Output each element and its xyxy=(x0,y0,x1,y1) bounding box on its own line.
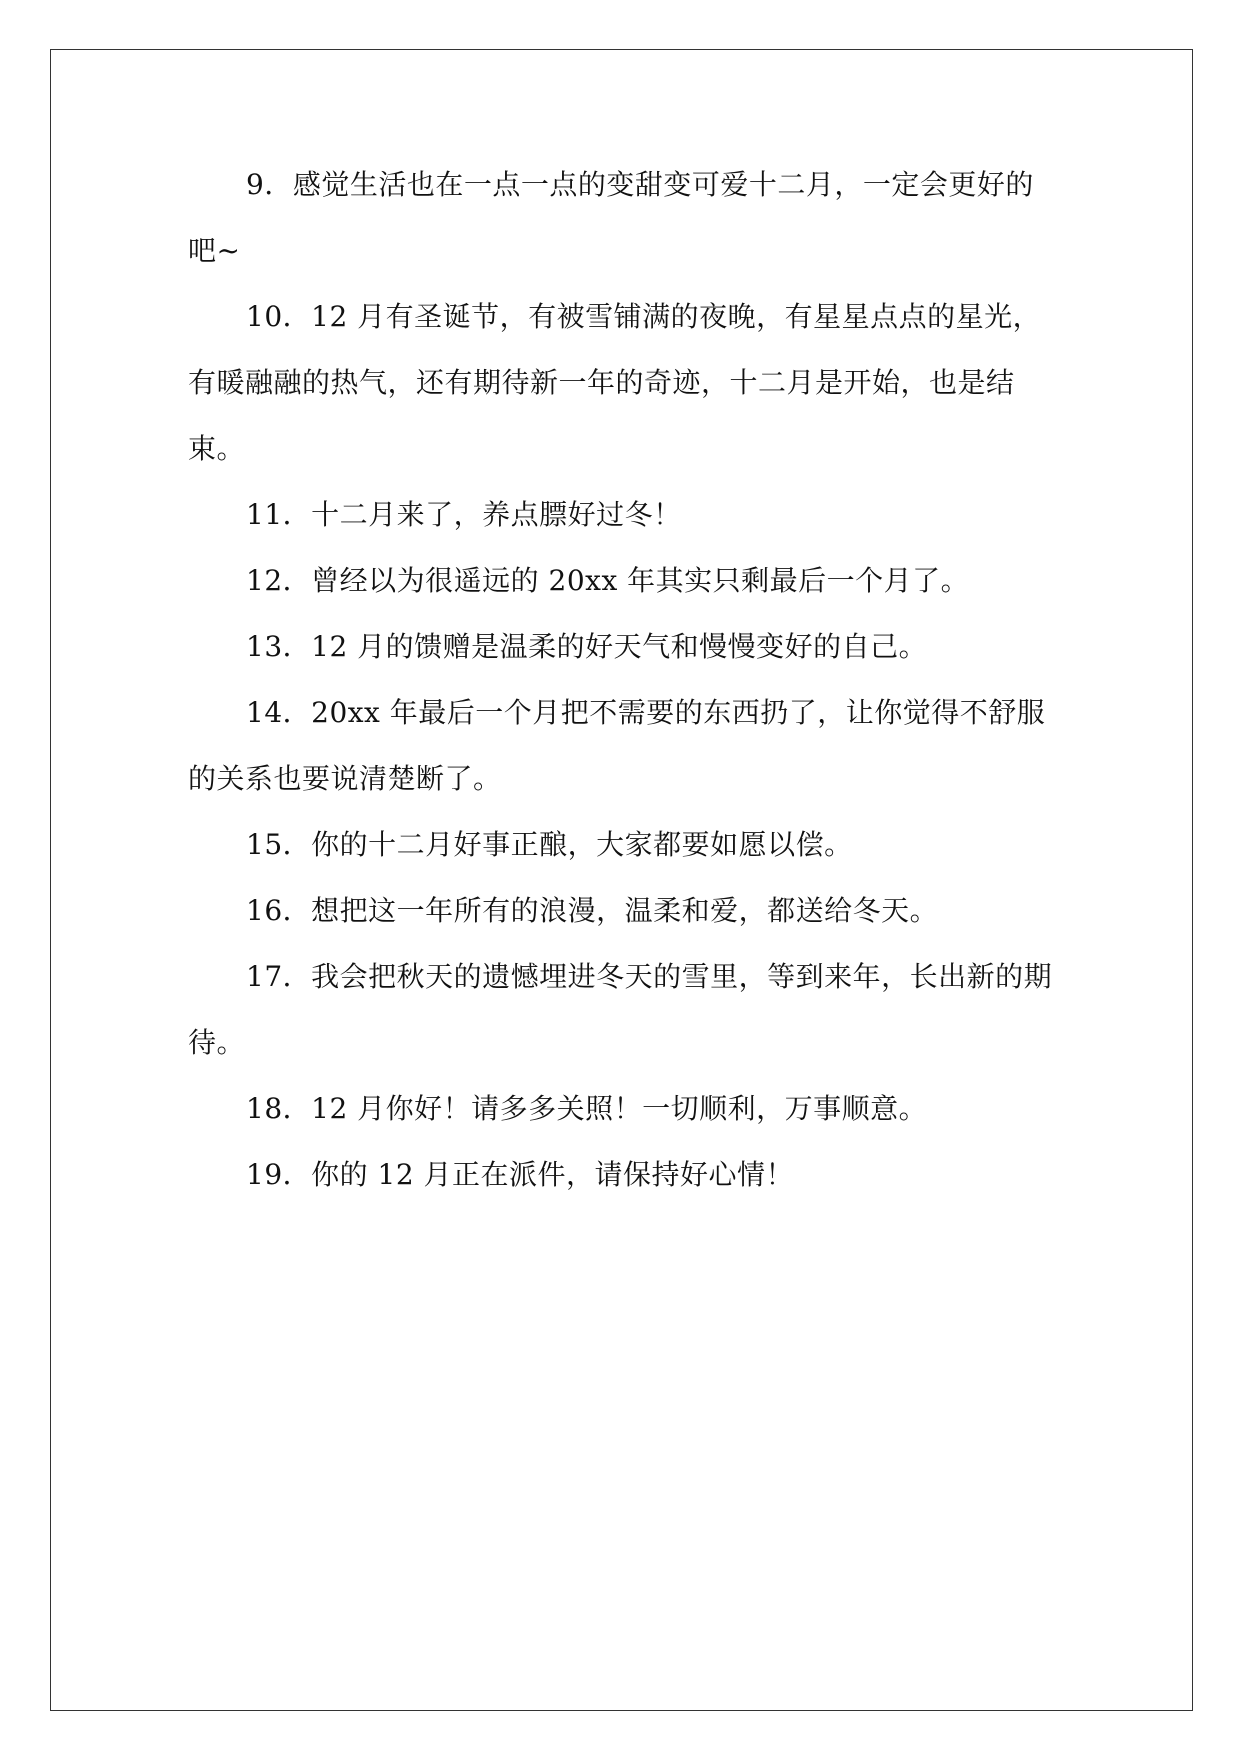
paragraph-14: 14．20xx 年最后一个月把不需要的东西扔了，让你觉得不舒服的关系也要说清楚断了。 xyxy=(188,696,1046,795)
paragraph-13: 13．12 月的馈赠是温柔的好天气和慢慢变好的自己。 xyxy=(246,630,928,663)
paragraph-9: 9．感觉生活也在一点一点的变甜变可爱十二月，一定会更好的吧~ xyxy=(188,168,1034,267)
paragraph-18: 18．12 月你好！请多多关照！一切顺利，万事顺意。 xyxy=(246,1092,928,1125)
paragraph-11: 11．十二月来了，养点膘好过冬！ xyxy=(246,498,682,531)
document-body xyxy=(188,152,1060,1208)
paragraph-17: 17．我会把秋天的遗憾埋进冬天的雪里，等到来年，长出新的期待。 xyxy=(188,960,1053,1059)
paragraph-10: 10．12 月有圣诞节，有被雪铺满的夜晚，有星星点点的星光，有暖融融的热气，还有期待新一年的奇迹，十二月是开始，也是结束。 xyxy=(188,300,1042,465)
paragraph-12: 12．曾经以为很遥远的 20xx 年其实只剩最后一个月了。 xyxy=(246,564,970,597)
paragraph-19: 19．你的 12 月正在派件，请保持好心情！ xyxy=(246,1158,795,1191)
paragraph-15: 15．你的十二月好事正酿，大家都要如愿以偿。 xyxy=(246,828,853,861)
paragraph-16: 16．想把这一年所有的浪漫，温柔和爱，都送给冬天。 xyxy=(246,894,939,927)
